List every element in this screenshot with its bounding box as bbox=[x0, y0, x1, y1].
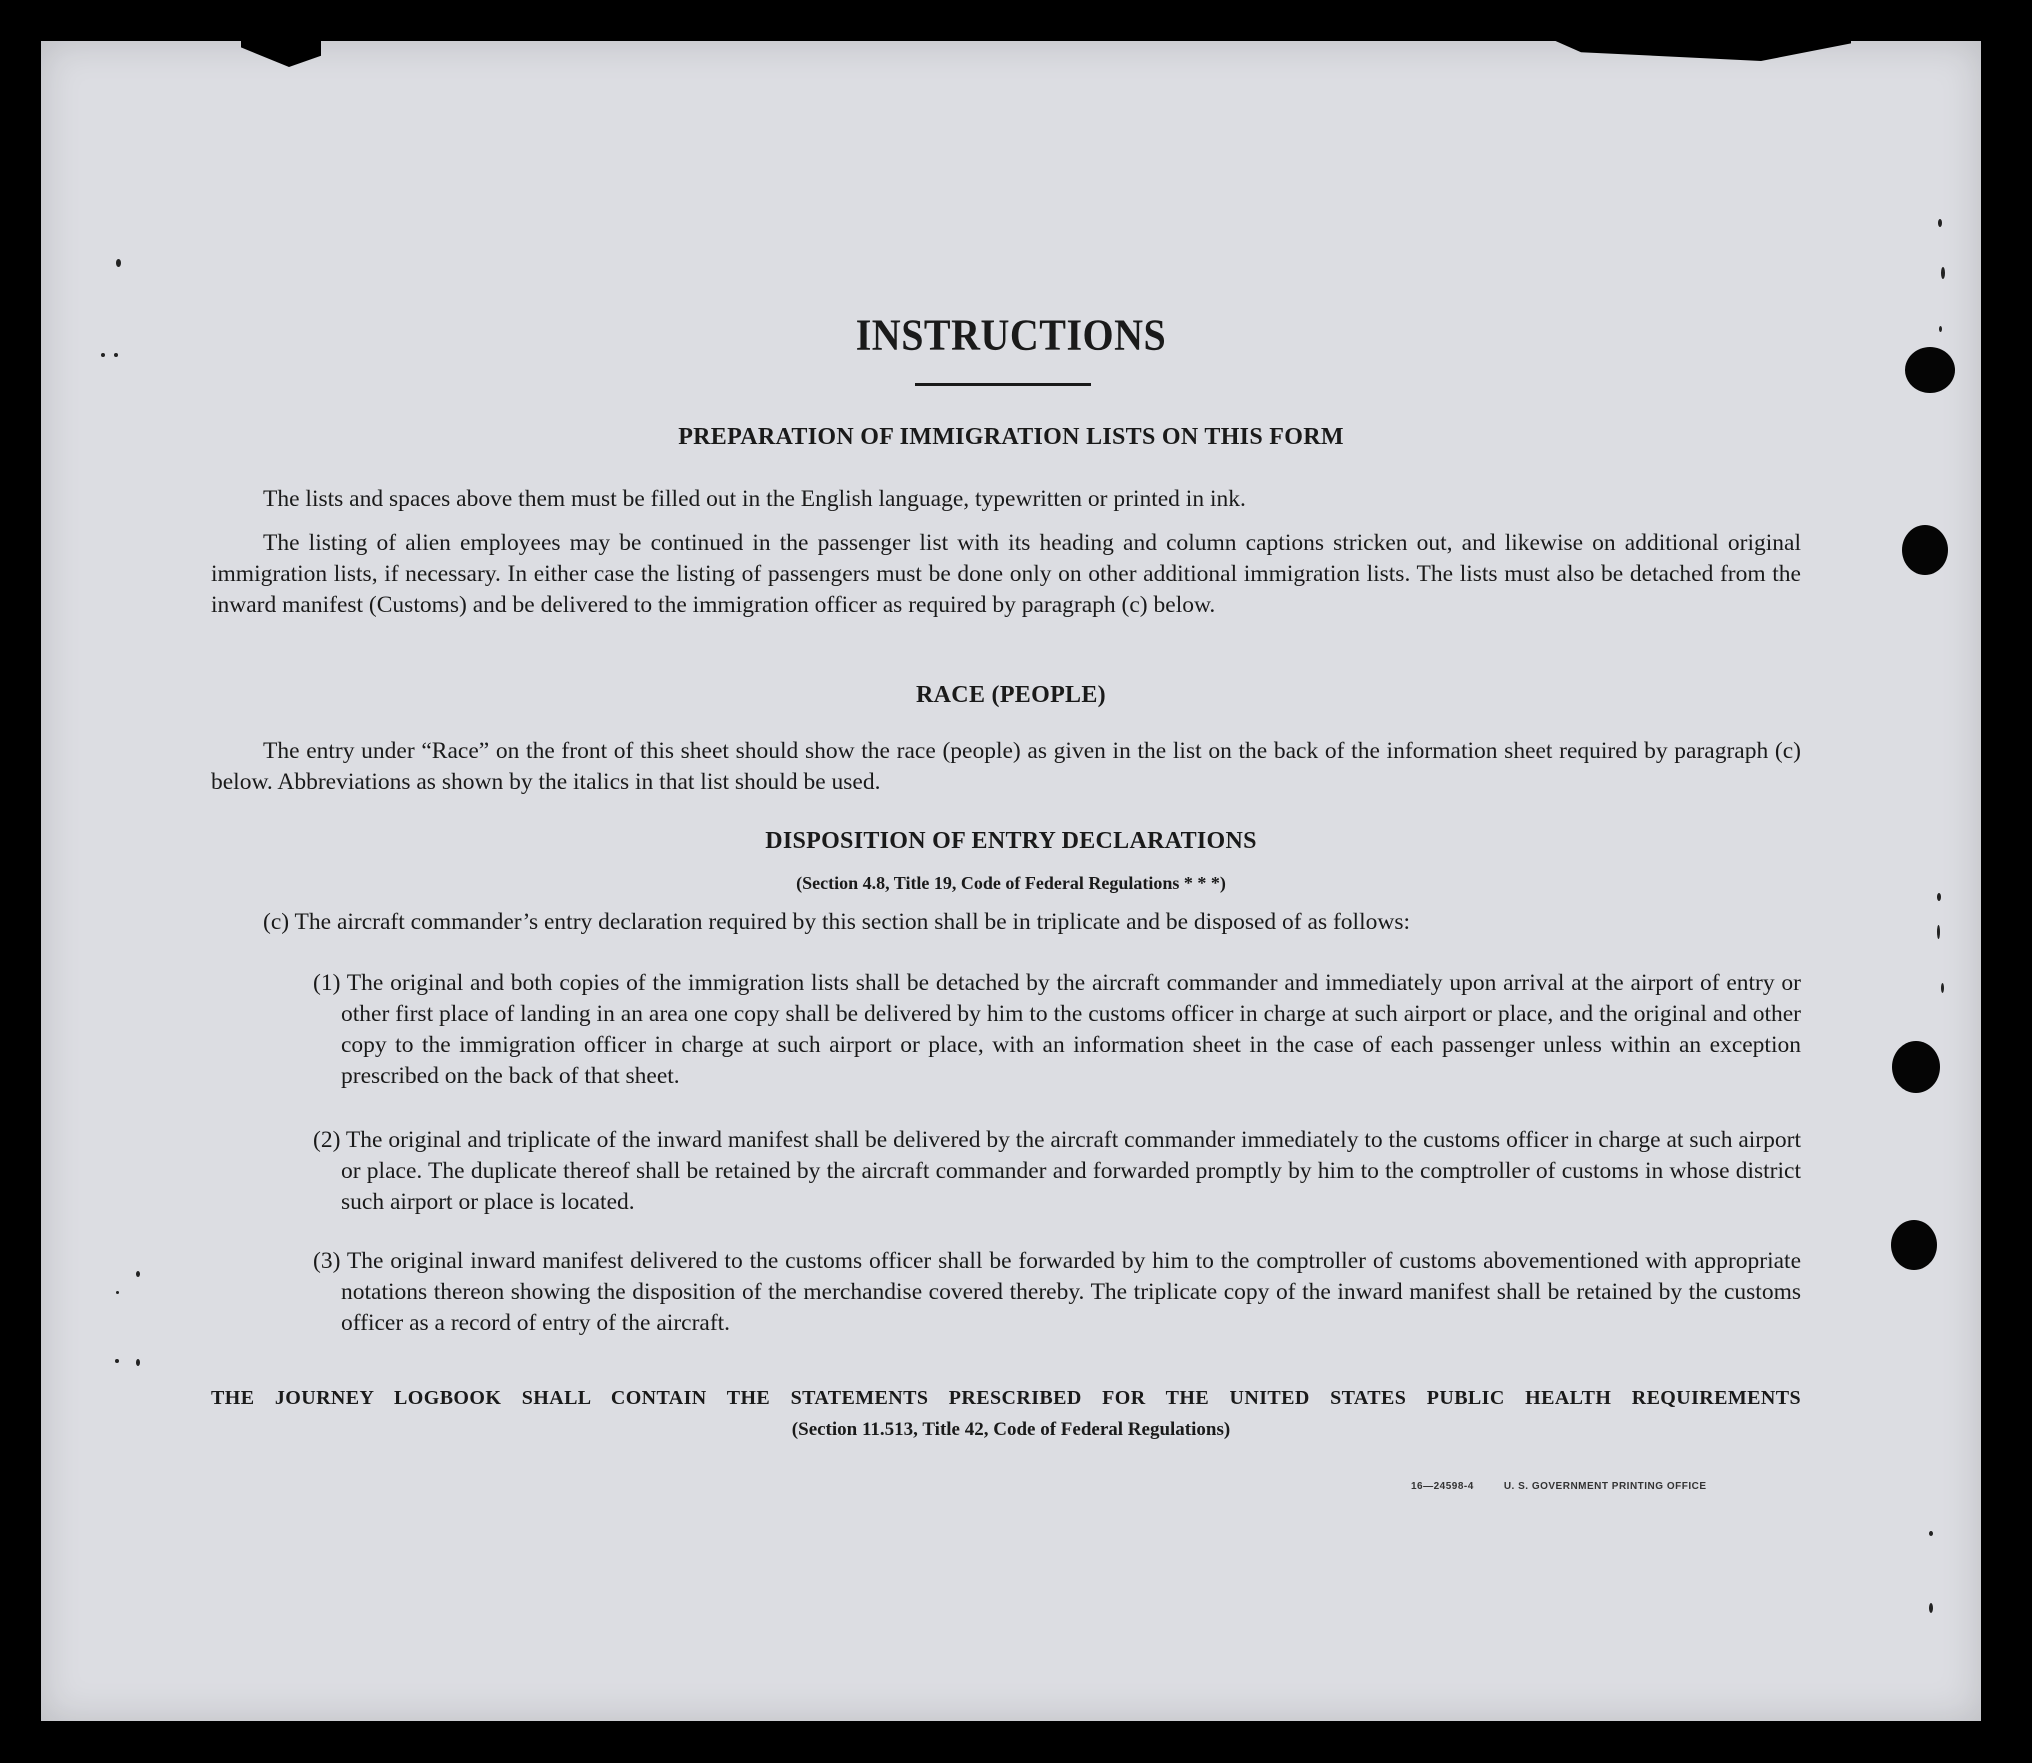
document-page bbox=[41, 41, 1981, 1721]
paper-notch bbox=[241, 39, 321, 67]
punch-hole-icon bbox=[1891, 1220, 1937, 1270]
list-item-number: (1) bbox=[313, 970, 341, 996]
speck bbox=[1941, 267, 1945, 279]
list-item-text: The original and both copies of the immigration lists shall be detached by the aircraft commander and immediately upon arrival at the airport of entry or other first place of landing in an area one copy shall be delivered by him to the customs officer in charge at such airport or place, and the original and other copy to the immigration officer in charge at such airport or place, with an information sheet in the case of each passenger unless within an exception prescribed on the back of that sheet. bbox=[341, 970, 1801, 1089]
speck bbox=[1929, 1603, 1933, 1613]
footer-citation: (Section 11.513, Title 42, Code of Federal Regulations) bbox=[791, 1419, 1231, 1440]
paragraph: The listing of alien employees may be continued in the passenger list with its heading and column captions stricken out, and likewise on additional original immigration lists, if necessary. In either case the listing of passengers must be done only on other additional immigration lists. The lists must also be detached from the inward manifest (Customs) and be delivered to the immigration officer as required by paragraph (c) below. bbox=[211, 530, 1801, 618]
form-number: 16—24598-4 bbox=[1411, 1481, 1474, 1492]
section-heading-race: RACE (PEOPLE) bbox=[916, 682, 1106, 708]
list-item-text: The original and triplicate of the inward manifest shall be delivered by the aircraft commander immediately to the customs officer in charge at such airport or place. The duplicate thereof shall be retained by the aircraft commander and forwarded promptly by him to the comptroller of customs in whose district such airport or place is located. bbox=[341, 1127, 1801, 1215]
punch-hole-icon bbox=[1902, 525, 1948, 575]
paragraph: The lists and spaces above them must be filled out in the English language, typewritten or printed in ink. bbox=[263, 486, 1246, 512]
paper-notch bbox=[1551, 39, 1851, 61]
printer-imprint bbox=[1411, 1481, 1811, 1492]
speck bbox=[1938, 219, 1942, 227]
speck bbox=[1937, 925, 1940, 939]
list-item bbox=[313, 968, 1801, 1092]
speck bbox=[1937, 893, 1941, 901]
speck bbox=[115, 1359, 119, 1363]
speck bbox=[136, 1359, 140, 1366]
section-citation: (Section 4.8, Title 19, Code of Federal Regulations * * *) bbox=[796, 873, 1226, 893]
paragraph: The entry under “Race” on the front of this sheet should show the race (people) as given in the list on the back of the information sheet required by paragraph (c) below. Abbreviations as shown by the italics in that list should be used. bbox=[211, 738, 1801, 795]
paragraph-intro: (c) The aircraft commander’s entry declaration required by this section shall be in triplicate and be disposed of as follows: bbox=[263, 909, 1410, 935]
title-underline bbox=[915, 383, 1091, 386]
speck bbox=[116, 1291, 119, 1294]
speck bbox=[136, 1271, 140, 1277]
list-item-number: (3) bbox=[313, 1248, 341, 1274]
section-heading-disposition: DISPOSITION OF ENTRY DECLARATIONS bbox=[765, 828, 1257, 854]
speck bbox=[1929, 1531, 1933, 1536]
punch-hole-icon bbox=[1892, 1041, 1940, 1093]
page-title: INSTRUCTIONS bbox=[855, 309, 1167, 360]
speck bbox=[116, 259, 121, 267]
list-item-number: (2) bbox=[313, 1127, 341, 1153]
list-item bbox=[313, 1246, 1801, 1339]
footer-statement: THE JOURNEY LOGBOOK SHALL CONTAIN THE STATEMENTS PRESCRIBED FOR THE UNITED STATES PUBLIC HEALTH REQUIREMENTS bbox=[211, 1387, 1801, 1409]
list-item bbox=[313, 1125, 1801, 1218]
list-item-text: The original inward manifest delivered to the customs officer shall be forwarded by him to the comptroller of customs abovementioned with appropriate notations thereon showing the disposition of the merchandise covered thereby. The triplicate copy of the inward manifest shall be retained by the customs officer as a record of entry of the aircraft. bbox=[341, 1248, 1802, 1336]
printer-name: U. S. GOVERNMENT PRINTING OFFICE bbox=[1503, 1481, 1707, 1492]
section-heading-preparation: PREPARATION OF IMMIGRATION LISTS ON THIS FORM bbox=[678, 424, 1344, 450]
speck bbox=[1941, 983, 1944, 993]
